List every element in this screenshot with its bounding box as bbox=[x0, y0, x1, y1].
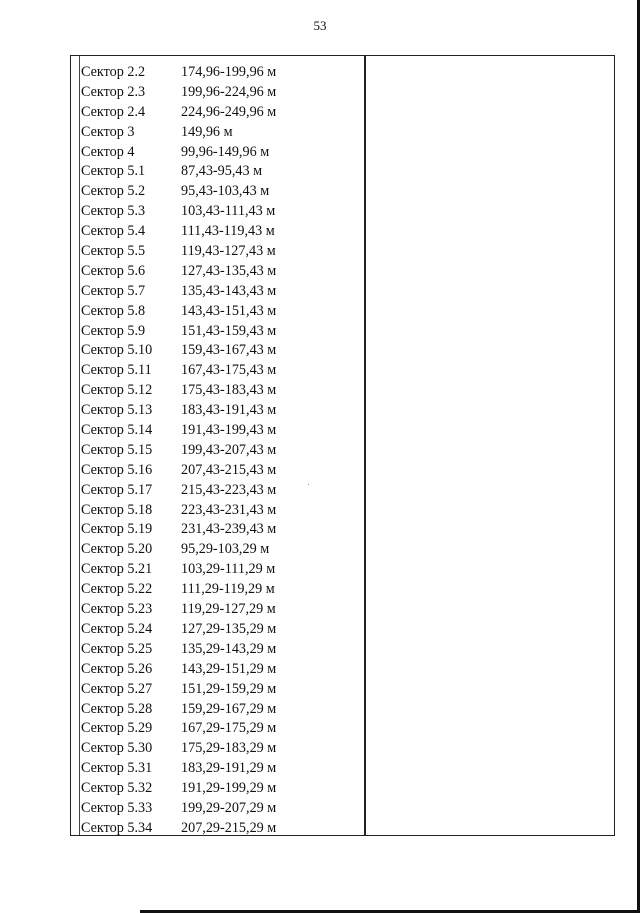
sector-name: Сектор 5.5 bbox=[81, 243, 146, 260]
table-row bbox=[81, 222, 361, 242]
sector-range: 103,43-111,43 м bbox=[181, 203, 276, 220]
sector-range: 149,96 м bbox=[181, 123, 233, 140]
table-row bbox=[81, 719, 361, 739]
table-row bbox=[81, 640, 361, 660]
sector-range: 159,29-167,29 м bbox=[181, 700, 277, 717]
sector-range: 87,43-95,43 м bbox=[181, 163, 263, 180]
sector-name: Сектор 5.4 bbox=[81, 223, 146, 240]
sector-range: 151,29-159,29 м bbox=[181, 680, 277, 697]
sector-range: 135,29-143,29 м bbox=[181, 640, 277, 657]
sector-name: Сектор 5.12 bbox=[81, 382, 153, 399]
table-row bbox=[81, 361, 361, 381]
sector-name: Сектор 5.25 bbox=[81, 640, 153, 657]
table-row bbox=[81, 282, 361, 302]
table-row bbox=[81, 759, 361, 779]
sector-range: 191,29-199,29 м bbox=[181, 780, 277, 797]
sector-rows bbox=[81, 63, 361, 839]
table-row bbox=[81, 580, 361, 600]
table-row bbox=[81, 441, 361, 461]
sector-range: 199,29-207,29 м bbox=[181, 799, 277, 816]
scan-speck bbox=[308, 484, 309, 485]
sector-name: Сектор 5.15 bbox=[81, 441, 153, 458]
sector-name: Сектор 5.6 bbox=[81, 262, 146, 279]
sector-name: Сектор 5.26 bbox=[81, 660, 153, 677]
sector-table bbox=[70, 55, 615, 836]
table-row bbox=[81, 401, 361, 421]
table-row bbox=[81, 242, 361, 262]
sector-name: Сектор 5.3 bbox=[81, 203, 146, 220]
sector-range: 199,43-207,43 м bbox=[181, 441, 277, 458]
sector-name: Сектор 5.2 bbox=[81, 183, 146, 200]
sector-range: 143,29-151,29 м bbox=[181, 660, 277, 677]
sector-range: 215,43-223,43 м bbox=[181, 481, 277, 498]
sector-range: 103,29-111,29 м bbox=[181, 561, 276, 578]
table-row bbox=[81, 262, 361, 282]
table-row bbox=[81, 560, 361, 580]
sector-name: Сектор 5.29 bbox=[81, 720, 153, 737]
sector-name: Сектор 2.2 bbox=[81, 64, 146, 80]
sector-name: Сектор 5.11 bbox=[81, 362, 152, 379]
sector-name: Сектор 5.7 bbox=[81, 282, 146, 299]
sector-range: 199,96-224,96 м bbox=[181, 83, 277, 100]
sector-range: 119,43-127,43 м bbox=[181, 243, 276, 260]
table-row bbox=[81, 819, 361, 839]
sector-name: Сектор 5.21 bbox=[81, 561, 153, 578]
sector-range: 127,29-135,29 м bbox=[181, 620, 277, 637]
table-row bbox=[81, 779, 361, 799]
sector-range: 95,29-103,29 м bbox=[181, 541, 270, 558]
sector-range: 174,96-199,96 м bbox=[181, 64, 277, 80]
table-row bbox=[81, 461, 361, 481]
sector-range: 175,43-183,43 м bbox=[181, 382, 277, 399]
sector-name: Сектор 5.10 bbox=[81, 342, 153, 359]
table-row bbox=[81, 341, 361, 361]
sector-range: 167,29-175,29 м bbox=[181, 720, 277, 737]
sector-range: 135,43-143,43 м bbox=[181, 282, 277, 299]
sector-range: 99,96-149,96 м bbox=[181, 143, 270, 160]
sector-name: Сектор 5.17 bbox=[81, 481, 153, 498]
table-row bbox=[81, 302, 361, 322]
table-row bbox=[81, 660, 361, 680]
table-row bbox=[81, 103, 361, 123]
table-row bbox=[81, 322, 361, 342]
table-row bbox=[81, 143, 361, 163]
sector-range: 191,43-199,43 м bbox=[181, 422, 277, 439]
sector-name: Сектор 5.32 bbox=[81, 780, 153, 797]
sector-range: 175,29-183,29 м bbox=[181, 740, 277, 757]
sector-range: 151,43-159,43 м bbox=[181, 322, 277, 339]
table-row bbox=[81, 202, 361, 222]
sector-name: Сектор 5.28 bbox=[81, 700, 153, 717]
sector-name: Сектор 5.18 bbox=[81, 501, 153, 518]
table-row bbox=[81, 63, 361, 83]
sector-range: 231,43-239,43 м bbox=[181, 521, 277, 538]
sector-name: Сектор 5.9 bbox=[81, 322, 146, 339]
sector-name: Сектор 5.19 bbox=[81, 521, 153, 538]
table-row bbox=[81, 540, 361, 560]
table-left-inner-border bbox=[79, 56, 80, 835]
table-row bbox=[81, 620, 361, 640]
table-row bbox=[81, 162, 361, 182]
page-number: 53 bbox=[313, 18, 327, 33]
sector-name: Сектор 5.31 bbox=[81, 760, 153, 777]
table-row bbox=[81, 381, 361, 401]
sector-name: Сектор 2.3 bbox=[81, 83, 146, 100]
sector-name: Сектор 5.23 bbox=[81, 601, 153, 618]
sector-name: Сектор 5.1 bbox=[81, 163, 146, 180]
sector-name: Сектор 5.33 bbox=[81, 799, 153, 816]
table-row bbox=[81, 739, 361, 759]
table-column-divider bbox=[364, 56, 366, 835]
table-row bbox=[81, 182, 361, 202]
sector-range: 111,29-119,29 м bbox=[181, 581, 275, 598]
sector-range: 207,43-215,43 м bbox=[181, 461, 277, 478]
sector-range: 223,43-231,43 м bbox=[181, 501, 277, 518]
sector-range: 111,43-119,43 м bbox=[181, 223, 275, 240]
table-row bbox=[81, 520, 361, 540]
sector-range: 95,43-103,43 м bbox=[181, 183, 270, 200]
sector-range: 224,96-249,96 м bbox=[181, 103, 277, 120]
table-row bbox=[81, 680, 361, 700]
sector-range: 119,29-127,29 м bbox=[181, 601, 276, 618]
sector-range: 127,43-135,43 м bbox=[181, 262, 277, 279]
table-row bbox=[81, 123, 361, 143]
table-row bbox=[81, 600, 361, 620]
sector-name: Сектор 5.13 bbox=[81, 402, 153, 419]
sector-range: 183,29-191,29 м bbox=[181, 760, 277, 777]
sector-range: 167,43-175,43 м bbox=[181, 362, 277, 379]
sector-range: 143,43-151,43 м bbox=[181, 302, 277, 319]
table-row bbox=[81, 700, 361, 720]
sector-name: Сектор 4 bbox=[81, 143, 135, 160]
sector-name: Сектор 5.14 bbox=[81, 422, 153, 439]
sector-name: Сектор 5.24 bbox=[81, 620, 153, 637]
table-row bbox=[81, 421, 361, 441]
sector-name: Сектор 5.34 bbox=[81, 819, 153, 836]
sector-name: Сектор 5.8 bbox=[81, 302, 146, 319]
sector-range: 183,43-191,43 м bbox=[181, 402, 277, 419]
table-row bbox=[81, 83, 361, 103]
sector-name: Сектор 2.4 bbox=[81, 103, 146, 120]
sector-name: Сектор 5.20 bbox=[81, 541, 153, 558]
sector-name: Сектор 3 bbox=[81, 123, 135, 140]
table-row bbox=[81, 501, 361, 521]
sector-name: Сектор 5.30 bbox=[81, 740, 153, 757]
table-row bbox=[81, 481, 361, 501]
sector-range: 207,29-215,29 м bbox=[181, 819, 277, 836]
sector-range: 159,43-167,43 м bbox=[181, 342, 277, 359]
sector-name: Сектор 5.27 bbox=[81, 680, 153, 697]
sector-name: Сектор 5.22 bbox=[81, 581, 153, 598]
sector-name: Сектор 5.16 bbox=[81, 461, 153, 478]
table-row bbox=[81, 799, 361, 819]
